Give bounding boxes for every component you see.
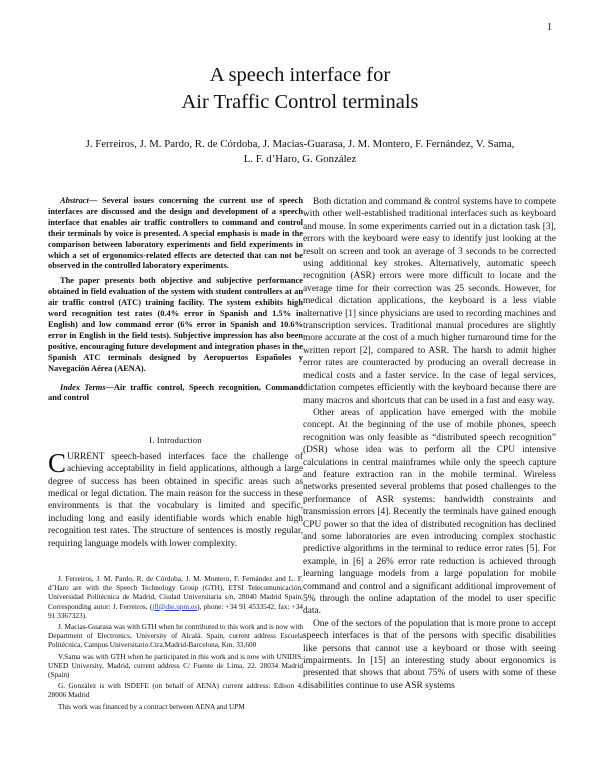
footnote-5: This work was financed by a contract between AENA and UPM (58, 701, 245, 711)
body-paragraph-3: One of the sectors of the population that is more prone to accept speech interfaces is that of the persons with specific disabilities like persons that cannot use a keyboard or those with seeing impairments. In [15] an interesting study about ergonomics is presented that shows that about 75% of users with some of these disabilities continue to use ASR systems (303, 618, 556, 691)
footnote-1-text: J. Ferreiros, J. M. Pardo, R. de Córdoba, J. M. Montero, F. Fernández and L. F. d’Haro are with the Speech Technology Group (GTH), ETSI Telecomunicación, Universidad Politécnica de Madrid, Ciudad Universitaria s/n, 28040 Madrid Spain, Corresponding autor: J. Ferreiros, ( (48, 573, 303, 611)
authors-line-2: L. F. d’Haro, G. González (243, 153, 357, 165)
intro-text: URRENT speech-based interfaces face the challenge of achieving acceptability in field applications, although a large degree of success has been obtained in specific areas such as medical or legal dictation. The main reason for the success in these environments is that the vocabulary is limited and specific, including long and easily identifiable words which enable high recognition test rates. The structure of sentences is mostly regular, requiring language models with lower complexity. (48, 451, 303, 549)
abstract-label: Abstract (60, 196, 89, 205)
author-list (60, 137, 540, 167)
title-line-1: A speech interface for (209, 64, 391, 86)
footnote-1 (48, 574, 303, 620)
intro-paragraph (48, 447, 303, 550)
authors-line-1: J. Ferreiros, J. M. Pardo, R. de Córdoba, J. Macias-Guarasa, J. M. Montero, F. Fernández, V. Sama, (85, 138, 515, 150)
footnote-3: V.Sama was with GTH when he participated in this work and is now with UNIDIS, UNED University, Madrid, current address C/ Fuente de Lima, 22. 28034 Madrid (Spain) (48, 651, 303, 679)
footnotes (48, 574, 303, 711)
right-column (303, 196, 556, 692)
drop-cap: C (48, 447, 67, 478)
index-terms-label: Index Terms (60, 382, 106, 392)
body-paragraph-2: Other areas of application have emerged with the mobile concept. At the beginning of the use of mobile phones, speech recognition was only feasible as “distributed speech recognition” (DSR) whose idea was to perform all the CPU intensive calculations in central mainframes while only the speech capture and feature extraction ran in the mobile terminal. Wireless networks presented several problems that posed challenges to the performance of ASR systems: bandwidth constraints and transmission errors [4]. Recently the terminals have gained enough CPU power so that the idea of distributed recognition has declined and some laboratories are even introducing complex stochastic predictive algorithms in the terminal to reduce error rates [5]. For example, in [6] a 26% error rate reduction is achieved through learning language models from a large population for mobile command and control and a significant additional improvement of 5% through the online adaptation of the model to user specific data. (303, 407, 556, 617)
paper-title (0, 62, 600, 116)
footnote-1-tail: ), phone: +34 91 4533542, fax: +34 91 3367323). (48, 601, 303, 620)
index-terms (48, 383, 303, 405)
left-column (48, 196, 303, 713)
footnote-2: J. Macias-Guarasa was with GTH when he contributed to this work and is now with Department of Electronics, University of Alcalá. Spain, current address Escuela Politécnica, Campus Universitario.Ctra.Madrid-Barcelona, Km. 33,600 (48, 621, 304, 650)
section-heading-introduction: I. Introduction (149, 435, 202, 446)
abstract-paragraph-1 (48, 196, 303, 272)
index-terms-text: —Air traffic control, Speech recognition, Command and control (48, 382, 304, 403)
email-link[interactable]: jfl@die.upm.es (152, 601, 198, 611)
footnote-4: G. González is with ISDEFE (on behalf of AENA) current address: Edison 4, 28006 Madrid (48, 681, 303, 700)
title-line-2: Air Traffic Control terminals (181, 91, 419, 113)
abstract-text-1: — Several issues concerning the current use of speech interfaces are discussed and the design and development of a speech interface that enables air traffic controllers to command and control their terminals by voice is presented. A special emphasis is made in the comparison between laboratory experiments and field experiments in which a set of ergonomics-related effects are detected that can not be observed in the controlled laboratory experiments. (48, 196, 303, 271)
body-paragraph-1: Both dictation and command & control systems have to compete with other well-established traditional interfaces such as keyboard and mouse. In some experiments carried out in a dictation task [3], errors with the keyboard were easy to identify just looking at the result on screen and took an average of 3 seconds to be corrected using additional key strokes. Alternatively, automatic speech recognition (ASR) errors were more difficult to locate and the average time for their correction was 25 seconds. However, for medical dictation applications, the keyboard is a less viable alternative [1] since physicians are used to recording machines and transcription services. Traditional manual procedures are slightly more accurate at the cost of a much higher turnaround time for the written report [2], compared to ASR. The harsh to admit higher error rates are counteracted by producing an overall decrease in medical costs and a faster service. In the case of legal services, dictation competes efficiently with the keyboard because there are many macros and shortcuts that can be used in a fast and easy way. (303, 197, 556, 406)
abstract-paragraph-2: The paper presents both objective and subjective performance obtained in field evaluation of the system with student controllers at an air traffic control (ATC) training facility. The system exhibits high word recognition test rates (0.4% error in Spanish and 1.5% in English) and low command error (6% error in Spanish and 10.6% error in English in the field tests). Subjective impression has also been positive, encouraging future development and integration phases in the Spanish ATC terminals designed by Aeropuertos Españoles y Navegación Aérea (AENA). (48, 276, 303, 373)
page-number: 1 (547, 22, 552, 33)
